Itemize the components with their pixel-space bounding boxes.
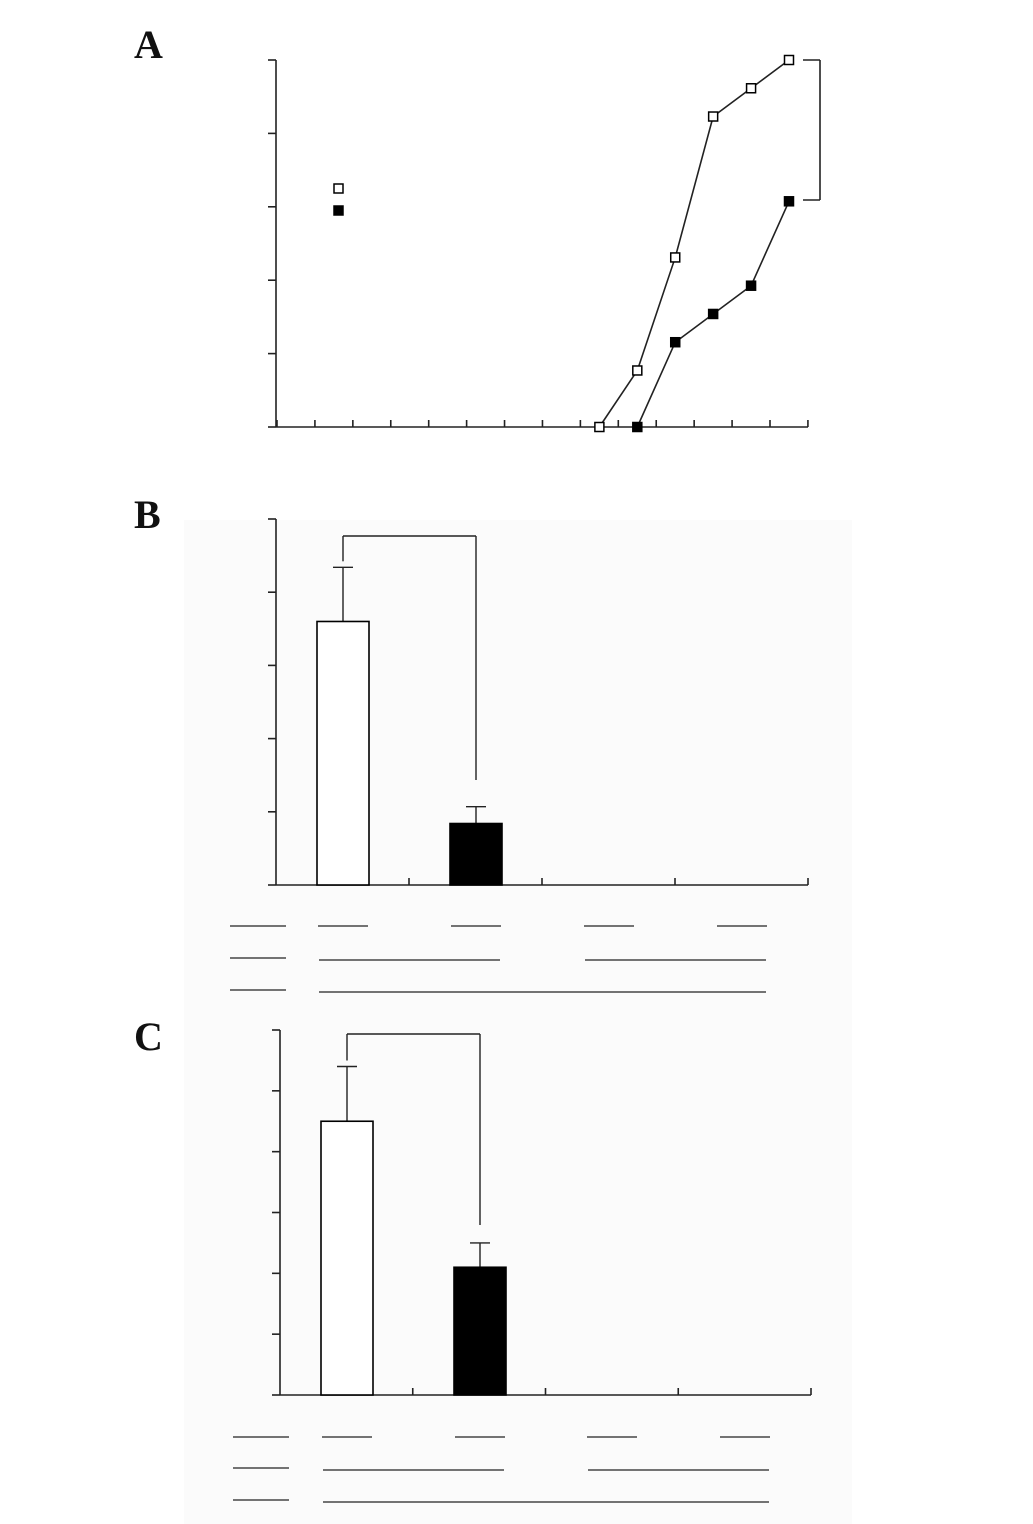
data-point-ctr: [595, 423, 604, 432]
panel-a: [134, 22, 820, 432]
data-point-ctr: [785, 56, 794, 65]
bar-group-2: [454, 1267, 506, 1395]
panel-c-background: [184, 1004, 852, 1524]
data-point-ctr: [671, 253, 680, 262]
data-point-ma: [633, 423, 642, 432]
data-point-ctr: [633, 366, 642, 375]
data-point-ctr: [747, 84, 756, 93]
panel-letter-b: B: [134, 492, 161, 537]
series-line-ctr: [599, 60, 789, 427]
bar-group-2: [450, 824, 502, 885]
legend-marker-ctr: [334, 184, 343, 193]
panel-letter-c: C: [134, 1014, 163, 1059]
data-point-ma: [671, 338, 680, 347]
data-point-ma: [709, 309, 718, 318]
panel-b-background: [184, 520, 852, 1004]
data-point-ma: [785, 197, 794, 206]
data-point-ma: [747, 281, 756, 290]
bar-group-1: [321, 1121, 373, 1395]
legend-marker-ma: [334, 206, 343, 215]
data-point-ctr: [709, 112, 718, 121]
panel-letter-a: A: [134, 22, 163, 67]
bar-group-1: [317, 621, 369, 885]
